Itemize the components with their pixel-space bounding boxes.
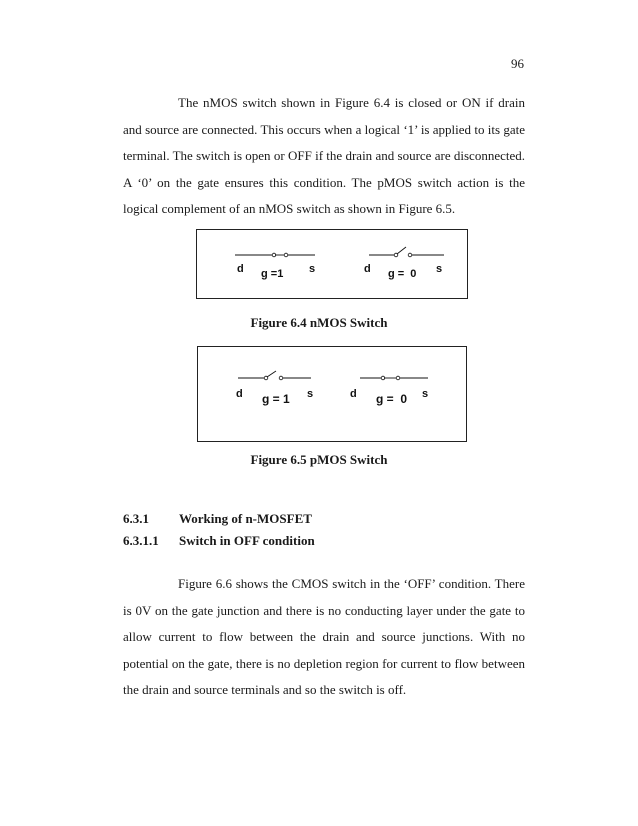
paragraph-off-condition: Figure 6.6 shows the CMOS switch in the ‘OFF’ condition. There is 0V on the gate junction and there is no conducting layer under the gate to allow current to flow between the drain and source junctions. With no potential on the gate, there is no depletion region for current to flow between the drain and source terminals and so the switch is off. [123,576,525,697]
left-source-label: s [309,263,316,275]
section-title: Working of n-MOSFET [179,511,312,526]
left-drain-label: d [237,263,244,275]
right-contact-2 [408,253,412,257]
left-gate-label: g =1 [261,268,284,280]
section-title: Switch in OFF condition [179,533,315,548]
caption-figure-6-5: Figure 6.5 pMOS Switch [250,452,388,467]
left-contact-2 [284,253,288,257]
left-contact-2 [279,376,283,380]
right-drain-label: d [364,263,371,275]
left-source-label: s [307,388,314,400]
left-gate-label: g = 1 [262,392,290,406]
section-number: 6.3.1.1 [123,533,159,548]
right-gate-label: g = 0 [376,392,408,406]
nmos-switch-diagram [197,230,467,298]
section-number: 6.3.1 [123,511,149,526]
left-drain-label: d [236,388,243,400]
right-source-label: s [422,388,429,400]
pmos-switch-diagram [198,347,466,441]
page-number: 96 [511,56,524,71]
figure-6-4 [196,229,468,299]
left-blade [267,371,276,377]
right-drain-label: d [350,388,357,400]
right-source-label: s [436,263,443,275]
section-heading-6-3-1 [123,511,312,527]
right-gate-label: g = 0 [388,268,417,280]
right-contact-2 [396,376,400,380]
right-blade [397,247,406,254]
section-heading-6-3-1-1 [123,533,315,549]
caption-figure-6-4: Figure 6.4 nMOS Switch [250,315,388,330]
paragraph-intro: The nMOS switch shown in Figure 6.4 is closed or ON if drain and source are connected. This occurs when a logical ‘1’ is applied to its gate terminal. The switch is open or OFF if the drain and source are disconnected. A ‘0’ on the gate ensures this condition. The pMOS switch action is the logical complement of an nMOS switch as shown in Figure 6.5. [123,95,525,216]
figure-6-5 [197,346,467,442]
